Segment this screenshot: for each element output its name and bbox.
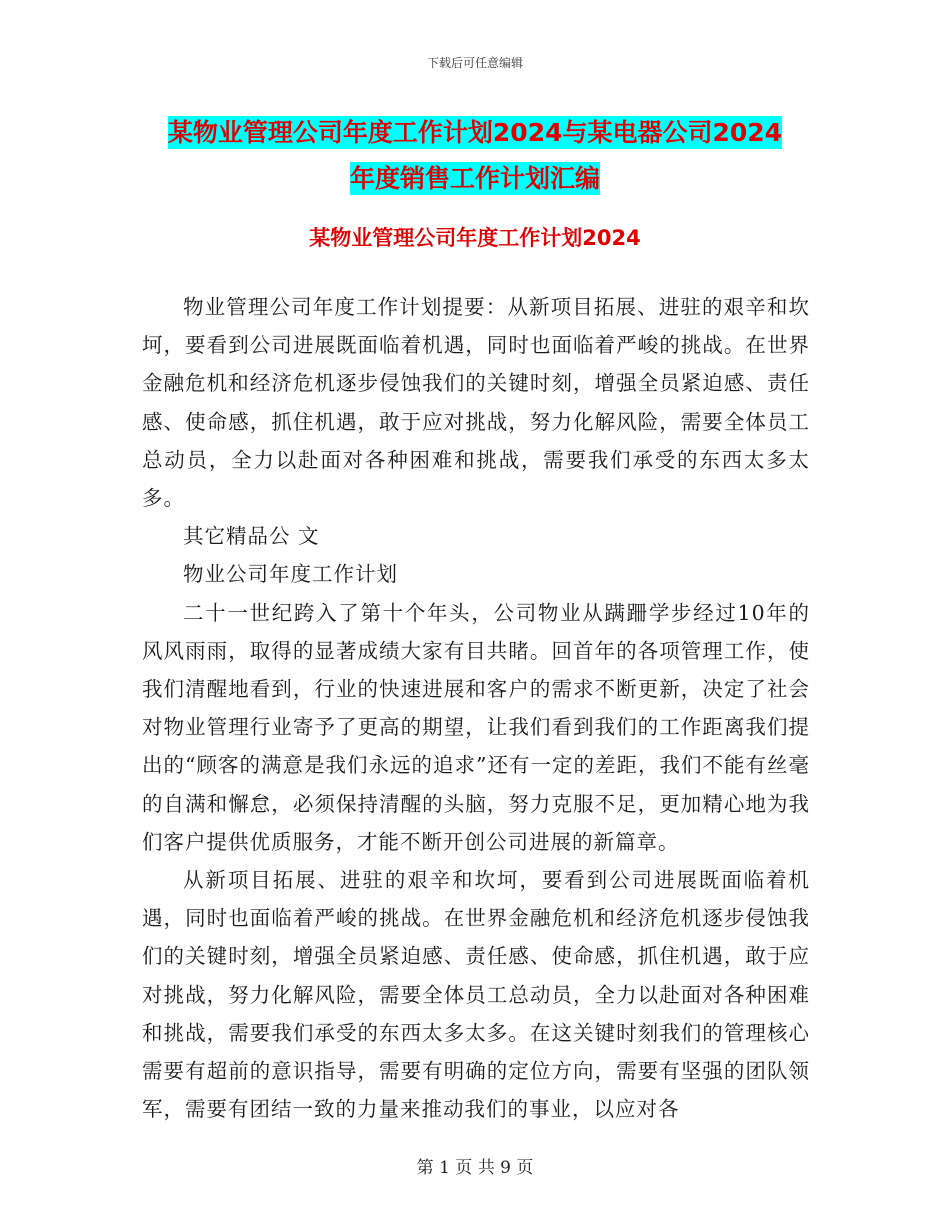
page-header-note: 下载后可任意编辑	[426, 56, 523, 70]
page-number-footer: 第 1 页 共 9 页	[416, 1158, 534, 1178]
paragraph: 其它精品公 文	[183, 524, 320, 549]
paragraph: 二十一世纪跨入了第十个年头，公司物业从蹒跚学步经过10年的风风雨雨，取得的显著成绩大家有目共睹。回首年的各项管理工作，使我们清醒地看到，行业的快速进展和客户的需求不断更新，决定了社会对物业管理行业寄予了更高的期望，让我们看到我们的工作距离我们提出的“顾客的满意是我们永远的追求”还有一定的差距，我们不能有丝毫的自满和懈怠，必须保持清醒的头脑，努力克服不足，更加精心地为我们客户提供优质服务，才能不断开创公司进展的新篇章。	[142, 600, 810, 854]
document-title	[0, 110, 950, 202]
paragraph: 物业公司年度工作计划	[183, 562, 398, 587]
section-title: 某物业管理公司年度工作计划2024	[309, 226, 641, 250]
paragraph: 从新项目拓展、进驻的艰辛和坎坷，要看到公司进展既面临着机遇，同时也面临着严峻的挑战。在世界金融危机和经济危机逐步侵蚀我们的关键时刻，增强全员紧迫感、责任感、使命感，抓住机遇，敢于应对挑战，努力化解风险，需要全体员工总动员，全力以赴面对各种困难和挑战，需要我们承受的东西太多太多。在这关键时刻我们的管理核心需要有超前的意识指导，需要有明确的定位方向，需要有坚强的团队领军，需要有团结一致的力量来推动我们的事业，以应对各	[142, 868, 810, 1122]
document-body	[142, 288, 810, 1128]
paragraph: 物业管理公司年度工作计划提要：从新项目拓展、进驻的艰辛和坎坷，要看到公司进展既面临着机遇，同时也面临着严峻的挑战。在世界金融危机和经济危机逐步侵蚀我们的关键时刻，增强全员紧迫感、责任感、使命感，抓住机遇，敢于应对挑战，努力化解风险，需要全体员工总动员，全力以赴面对各种困难和挑战，需要我们承受的东西太多太多。	[142, 295, 810, 511]
document-title-line-2: 年度销售工作计划汇编	[349, 164, 600, 193]
document-title-line-1: 某物业管理公司年度工作计划2024与某电器公司2024	[167, 118, 783, 147]
